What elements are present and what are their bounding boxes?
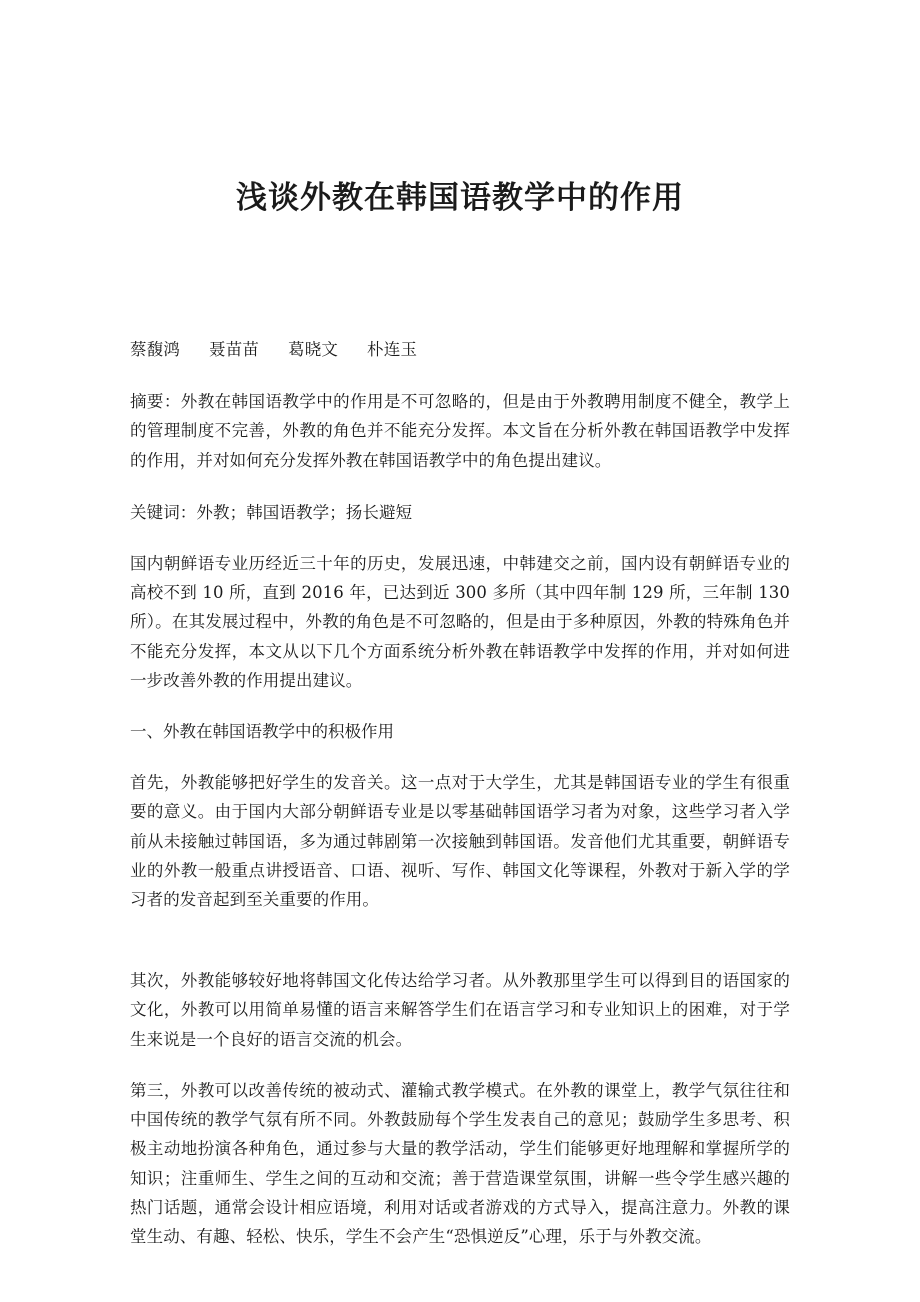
section-heading-1: 一、外教在韩国语教学中的积极作用 — [130, 722, 394, 742]
body-paragraph-first: 首先，外教能够把好学生的发音关。这一点对于大学生，尤其是韩国语专业的学生有很重要的意义。由于国内大部分朝鲜语专业是以零基础韩国语学习者为对象，这些学习者入学前从未接触过韩国语，多为通过韩剧第一次接触到韩国语。发音他们尤其重要，朝鲜语专业的外教一般重点讲授语音、口语、视听、写作、韩国文化等课程，外教对于新入学的学习者的发音起到至关重要的作用。 — [130, 773, 790, 910]
author-name-2: 聂苗苗 — [209, 339, 260, 359]
page-title: 浅谈外教在韩国语教学中的作用 — [236, 180, 684, 216]
keywords-line: 关键词：外教；韩国语教学；扬长避短 — [130, 502, 413, 522]
author-name-1: 蔡馥鸿 — [130, 339, 181, 359]
abstract-paragraph: 摘要：外教在韩国语教学中的作用是不可忽略的，但是由于外教聘用制度不健全，教学上的管理制度不完善，外教的角色并不能充分发挥。本文旨在分析外教在韩国语教学中发挥的作用，并对如何充分发挥外教在韩国语教学中的角色提出建议。 — [130, 392, 790, 470]
document-content — [130, 0, 790, 1251]
author-list — [130, 220, 790, 363]
author-name-3: 葛晓文 — [288, 339, 339, 359]
body-paragraph-second: 其次，外教能够较好地将韩国文化传达给学习者。从外教那里学生可以得到目的语国家的文化，外教可以用简单易懂的语言来解答学生们在语言学习和专业知识上的困难，对于学生来说是一个良好的语言交流的机会。 — [130, 971, 790, 1049]
introduction-paragraph: 国内朝鲜语专业历经近三十年的历史，发展迅速，中韩建交之前，国内设有朝鲜语专业的高校不到 10 所，直到 2016 年，已达到近 300 多所（其中四年制 129 所，三年制 130 所）。在其发展过程中，外教的角色是不可忽略的，但是由于多种原因，外教的特殊角色并不能充分发挥，本文从以下几个方面系统分析外教在韩语教学中发挥的作用，并对如何进一步改善外教的作用提出建议。 — [130, 554, 790, 690]
body-paragraph-third: 第三，外教可以改善传统的被动式、灌输式教学模式。在外教的课堂上，教学气氛往往和中国传统的教学气氛有所不同。外教鼓励每个学生发表自己的意见；鼓励学生多思考、积极主动地扮演各种角色，通过参与大量的教学活动，学生们能够更好地理解和掌握所学的知识；注重师生、学生之间的互动和交流；善于营造课堂氛围，讲解一些令学生感兴趣的热门话题，通常会设计相应语境，利用对话或者游戏的方式导入，提高注意力。外教的课堂生动、有趣、轻松、快乐，学生不会产生“恐惧逆反”心理，乐于与外教交流。 — [130, 1080, 790, 1246]
author-name-4: 朴连玉 — [367, 339, 418, 359]
